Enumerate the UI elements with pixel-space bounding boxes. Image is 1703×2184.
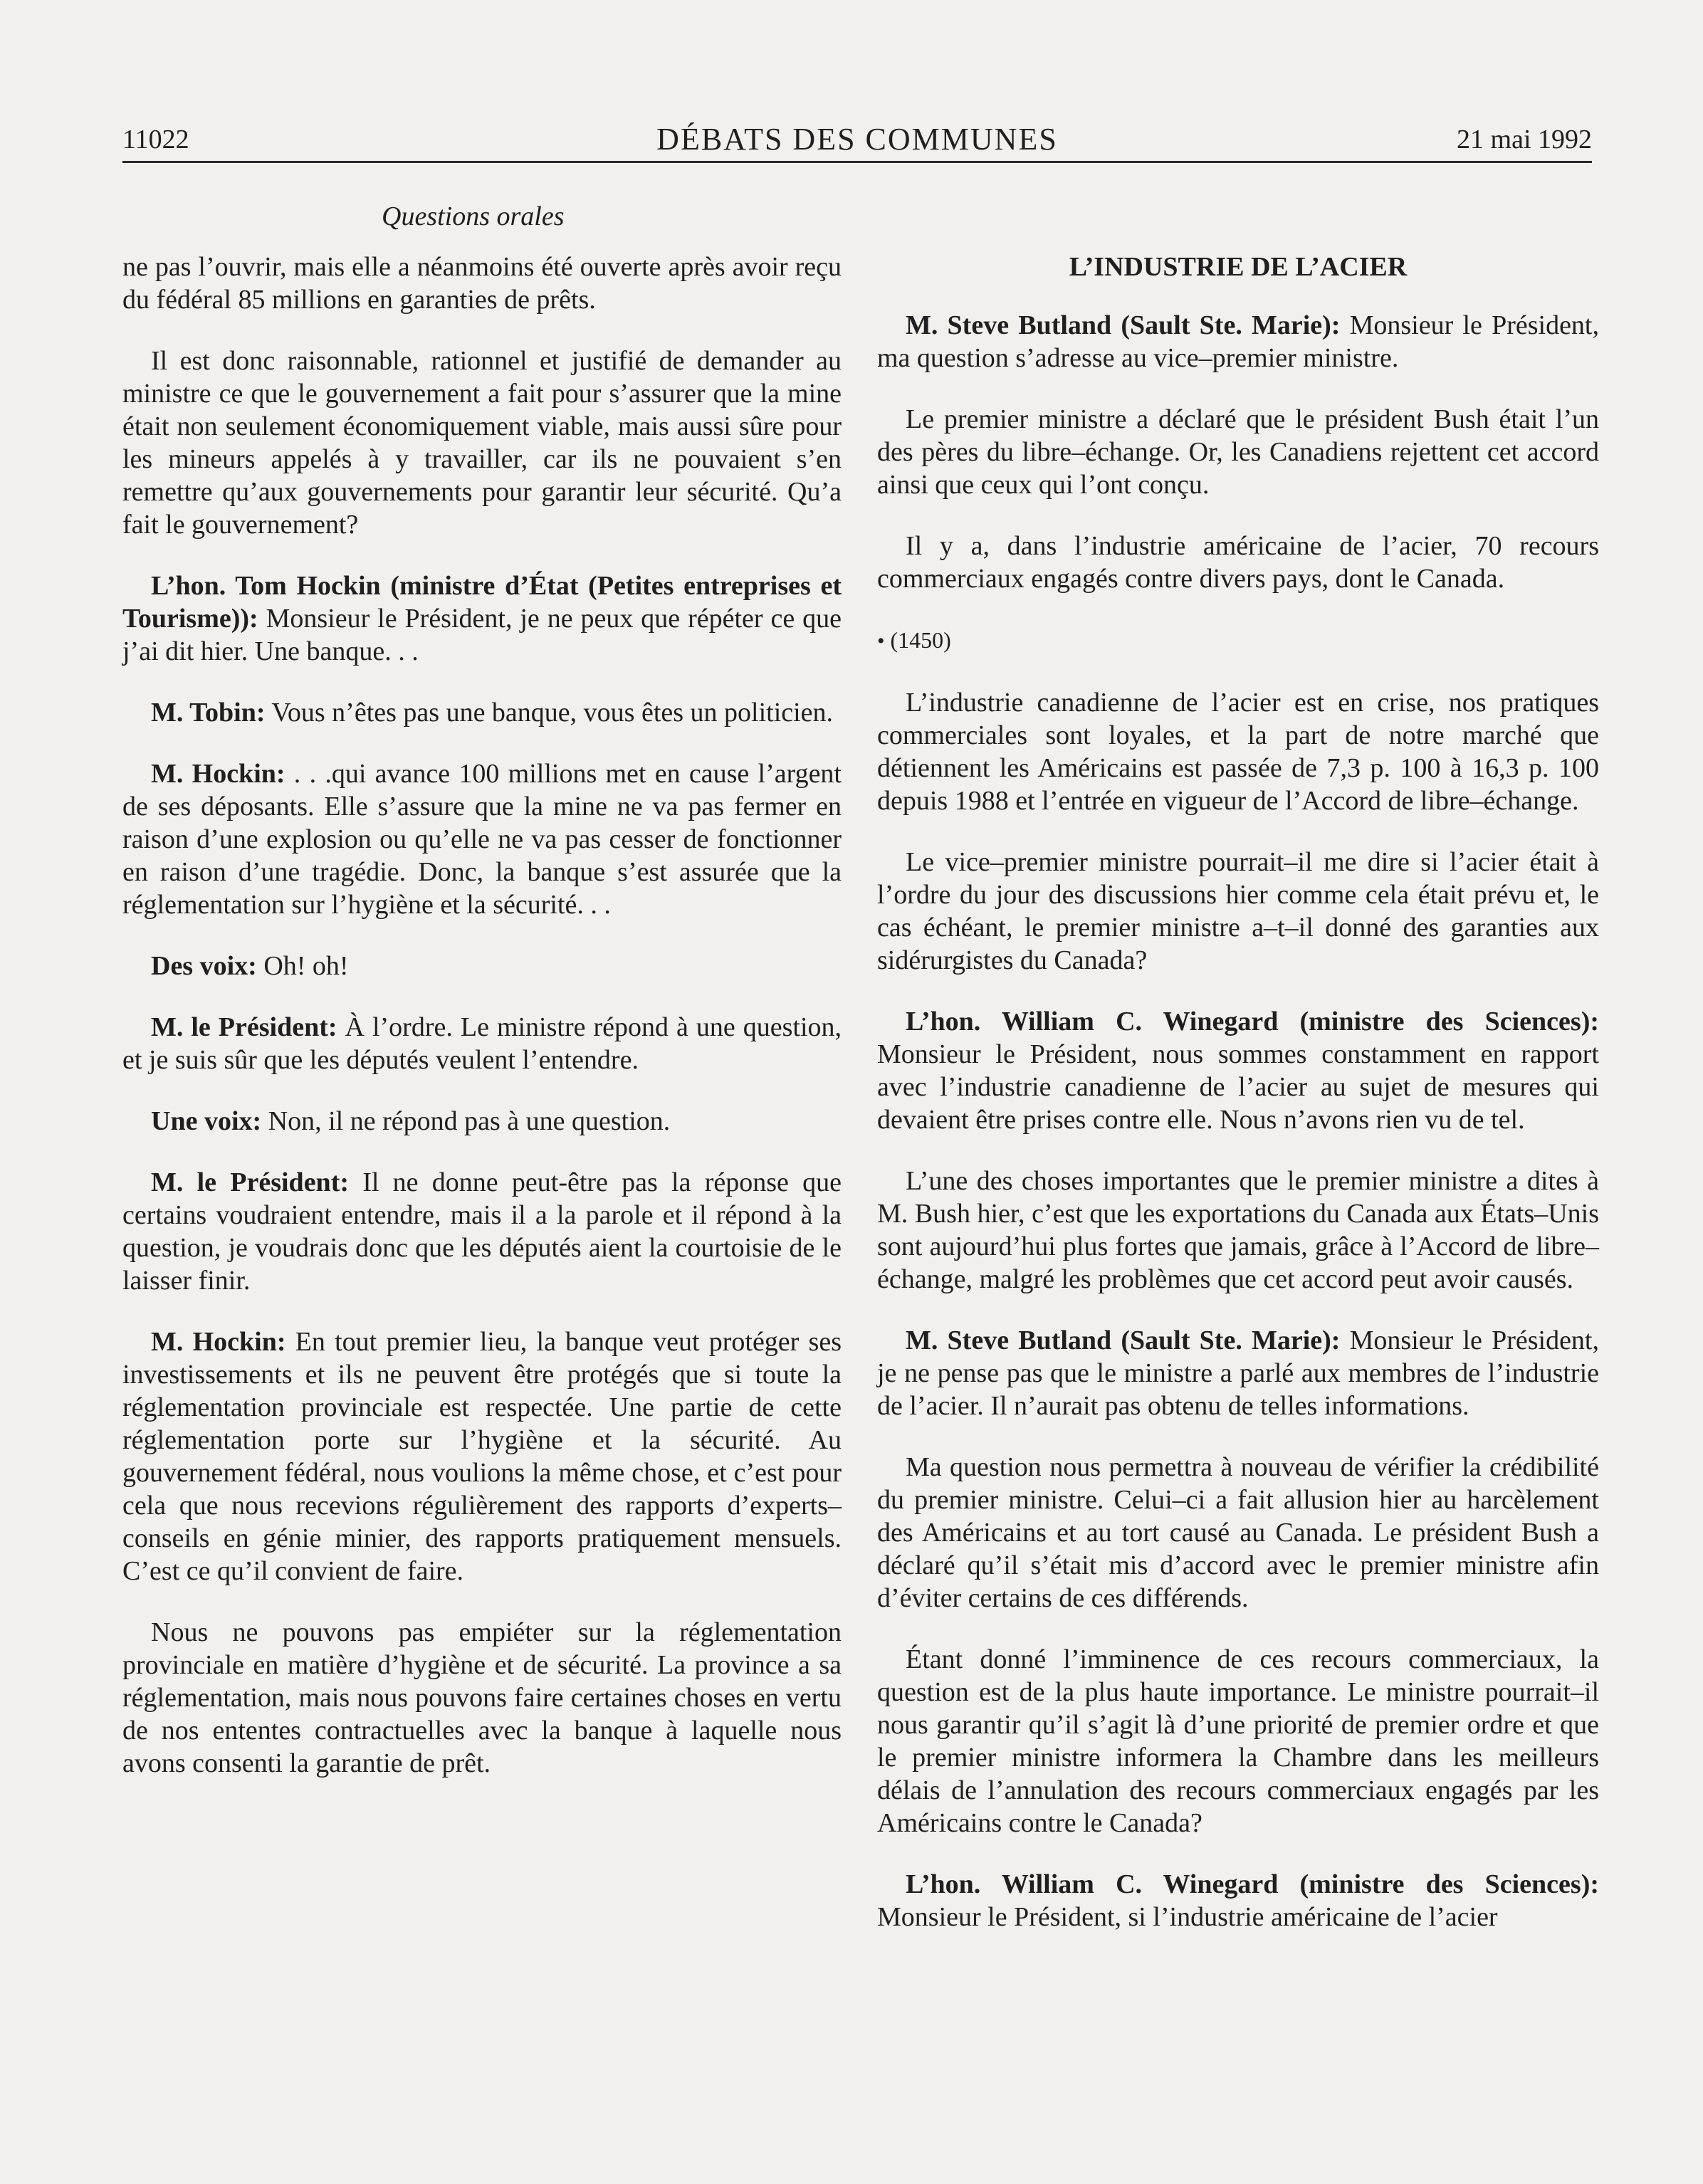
- paragraph: [877, 530, 1599, 595]
- paragraph: [122, 1616, 842, 1780]
- paragraph: [122, 1325, 842, 1587]
- right-paragraphs-before: [877, 309, 1599, 595]
- left-column: [122, 251, 842, 1808]
- paragraph-text: En tout premier lieu, la banque veut protéger ses investissements et ils ne peuvent être protégés que si toute la réglementation provinciale est respectée. Une partie de cette réglementation porte sur l’hygiène et la sécurité. Au gouvernement fédéral, nous voulions la même chose, et c’est pour cela que nous recevions régulièrement des rapports d’experts–conseils en génie minier, des rapports pratiquement mensuels. C’est ce qu’il convient de faire.: [122, 1327, 842, 1586]
- paragraph: [122, 569, 842, 668]
- speaker-name: M. Tobin:: [151, 698, 266, 728]
- paragraph: [122, 345, 842, 541]
- paragraph-text: Monsieur le Président, si l’industrie américaine de l’acier: [877, 1902, 1498, 1932]
- time-marker: [877, 624, 1599, 658]
- speaker-name: M. Steve Butland (Sault Ste. Marie):: [906, 1325, 1341, 1355]
- paragraph-text: Ma question nous permettra à nouveau de vérifier la crédibilité du premier ministre. Celui–ci a fait allusion hier au harcèlement des Américains et au tort causé au Canada. Le président Bush a déclaré qu’il s’était mis d’accord avec le premier ministre afin d’éviter certains de ces différends.: [877, 1452, 1599, 1613]
- publication-title: DÉBATS DES COMMUNES: [656, 122, 1058, 157]
- paragraph-text: Étant donné l’imminence de ces recours commerciaux, la question est de la plus haute importance. Le ministre pourrait–il nous garantir qu’il s’agit là d’une priorité de premier ordre et que le premier ministre informera la Chambre dans les meilleurs délais de l’annulation des recours commerciaux engagés par les Américains contre le Canada?: [877, 1644, 1599, 1838]
- speaker-name: L’hon. William C. Winegard (ministre des Sciences):: [906, 1007, 1599, 1036]
- section-title: L’INDUSTRIE DE L’ACIER: [1069, 252, 1408, 282]
- paragraph-text: . . .qui avance 100 millions met en cause l’argent de ses déposants. Elle s’assure que la mine ne va pas fermer en raison d’une explosion ou qu’elle ne va pas cesser de fonctionner en raison d’une tragédie. Donc, la banque s’est assurée que la réglementation sur l’hygiène et la sécurité. . .: [122, 759, 842, 920]
- paragraph-text: Le premier ministre a déclaré que le président Bush était l’un des pères du libre–échange. Or, les Canadiens rejettent cet accord ainsi que ceux qui l’ont conçu.: [877, 404, 1599, 500]
- paragraph: [877, 403, 1599, 501]
- speaker-name: L’hon. William C. Winegard (ministre des Sciences):: [906, 1869, 1599, 1899]
- paragraph-text: ne pas l’ouvrir, mais elle a néanmoins été ouverte après avoir reçu du fédéral 85 millions en garanties de prêts.: [122, 252, 842, 315]
- paragraph-text: Non, il ne répond pas à une question.: [261, 1106, 671, 1136]
- paragraph: [877, 1643, 1599, 1839]
- paragraph: [122, 1011, 842, 1076]
- right-column: [877, 251, 1599, 1962]
- speaker-name: M. le Président:: [151, 1167, 349, 1197]
- paragraph-text: Vous n’êtes pas une banque, vous êtes un politicien.: [265, 698, 834, 728]
- section-subhead: Questions orales: [382, 201, 565, 231]
- paragraph-text: L’industrie canadienne de l’acier est en crise, nos pratiques commerciales sont loyales, et la part de notre marché que détiennent les Américains est passée de 7,3 p. 100 à 16,3 p. 100 depuis 1988 et l’entrée en vigueur de l’Accord de libre–échange.: [877, 688, 1599, 816]
- speaker-name: M. le Président:: [151, 1012, 337, 1042]
- paragraph: [877, 686, 1599, 817]
- paragraph: [122, 251, 842, 316]
- page-header: [122, 121, 1592, 163]
- speaker-name: M. Hockin:: [151, 759, 285, 789]
- speaker-name: Des voix:: [151, 951, 257, 981]
- paragraph: [877, 1005, 1599, 1136]
- paragraph: [877, 1324, 1599, 1422]
- paragraph: [122, 757, 842, 921]
- paragraph: [122, 1166, 842, 1297]
- speaker-name: M. Hockin:: [151, 1327, 286, 1357]
- paragraph-text: Monsieur le Président, nous sommes constamment en rapport avec l’industrie canadienne de l’acier au sujet de mesures qui devaient être prises contre elle. Nous n’avons rien vu de tel.: [877, 1039, 1599, 1135]
- paragraph: [877, 1451, 1599, 1615]
- paragraph-text: Nous ne pouvons pas empiéter sur la réglementation provinciale en matière d’hygiène et de sécurité. La province a sa réglementation, mais nous pouvons faire certaines choses en vertu de nos ententes contractuelles avec la banque à laquelle nous avons consenti la garantie de prêt.: [122, 1617, 842, 1778]
- paragraph-text: Monsieur le Président, je ne peux que répéter ce que j’ai dit hier. Une banque. . .: [122, 604, 842, 666]
- paragraph: [122, 1105, 842, 1138]
- paragraph-text: Oh! oh!: [256, 951, 349, 981]
- paragraph-text: L’une des choses importantes que le premier ministre a dites à M. Bush hier, c’est que les exportations du Canada aux États–Unis sont aujourd’hui plus fortes que jamais, grâce à l’Accord de libre–échange, malgré les problèmes que cet accord peut avoir causés.: [877, 1166, 1599, 1294]
- paragraph: [122, 950, 842, 982]
- paragraph-text: Monsieur le Président, je ne pense pas que le ministre a parlé aux membres de l’industrie de l’acier. Il n’aurait pas obtenu de telles informations.: [877, 1325, 1599, 1421]
- paragraph: [122, 696, 842, 729]
- paragraph-text: Le vice–premier ministre pourrait–il me dire si l’acier était à l’ordre du jour des discussions hier comme cela était prévu et, le cas échéant, le premier ministre a–t–il donné des garanties aux sidérurgistes du Canada?: [877, 847, 1599, 975]
- right-paragraphs-after: [877, 686, 1599, 1933]
- paragraph-text: Il y a, dans l’industrie américaine de l’acier, 70 recours commerciaux engagés contre divers pays, dont le Canada.: [877, 531, 1599, 594]
- page-number: 11022: [122, 125, 189, 154]
- paragraph-text: Il ne donne peut-être pas la réponse que certains voudraient entendre, mais il a la parole et il répond à la question, je voudrais donc que les députés aient la courtoisie de le laisser finir.: [122, 1167, 842, 1296]
- publication-date: 21 mai 1992: [1457, 125, 1592, 154]
- paragraph-text: Monsieur le Président, ma question s’adresse au vice–premier ministre.: [877, 310, 1599, 373]
- speaker-name: M. Steve Butland (Sault Ste. Marie):: [906, 310, 1341, 340]
- speaker-name: L’hon. Tom Hockin (ministre d’État (Petites entreprises et Tourisme)):: [122, 571, 842, 634]
- paragraph-text: Il est donc raisonnable, rationnel et justifié de demander au ministre ce que le gouvernement a fait pour s’assurer que la mine était non seulement économiquement viable, mais aussi sûre pour les mineurs appelés à y travailler, car ils ne pouvaient s’en remettre qu’aux gouvernements pour garantir leur sécurité. Qu’a fait le gouvernement?: [122, 346, 842, 540]
- speaker-name: Une voix:: [151, 1106, 262, 1136]
- paragraph: [877, 309, 1599, 374]
- paragraph: [877, 846, 1599, 977]
- paragraph-text: À l’ordre. Le ministre répond à une question, et je suis sûr que les députés veulent l’entendre.: [122, 1012, 842, 1075]
- bullet-icon: •: [877, 629, 885, 653]
- paragraph: [877, 1165, 1599, 1296]
- time-marker-text: (1450): [890, 627, 951, 653]
- paragraph: [877, 1868, 1599, 1933]
